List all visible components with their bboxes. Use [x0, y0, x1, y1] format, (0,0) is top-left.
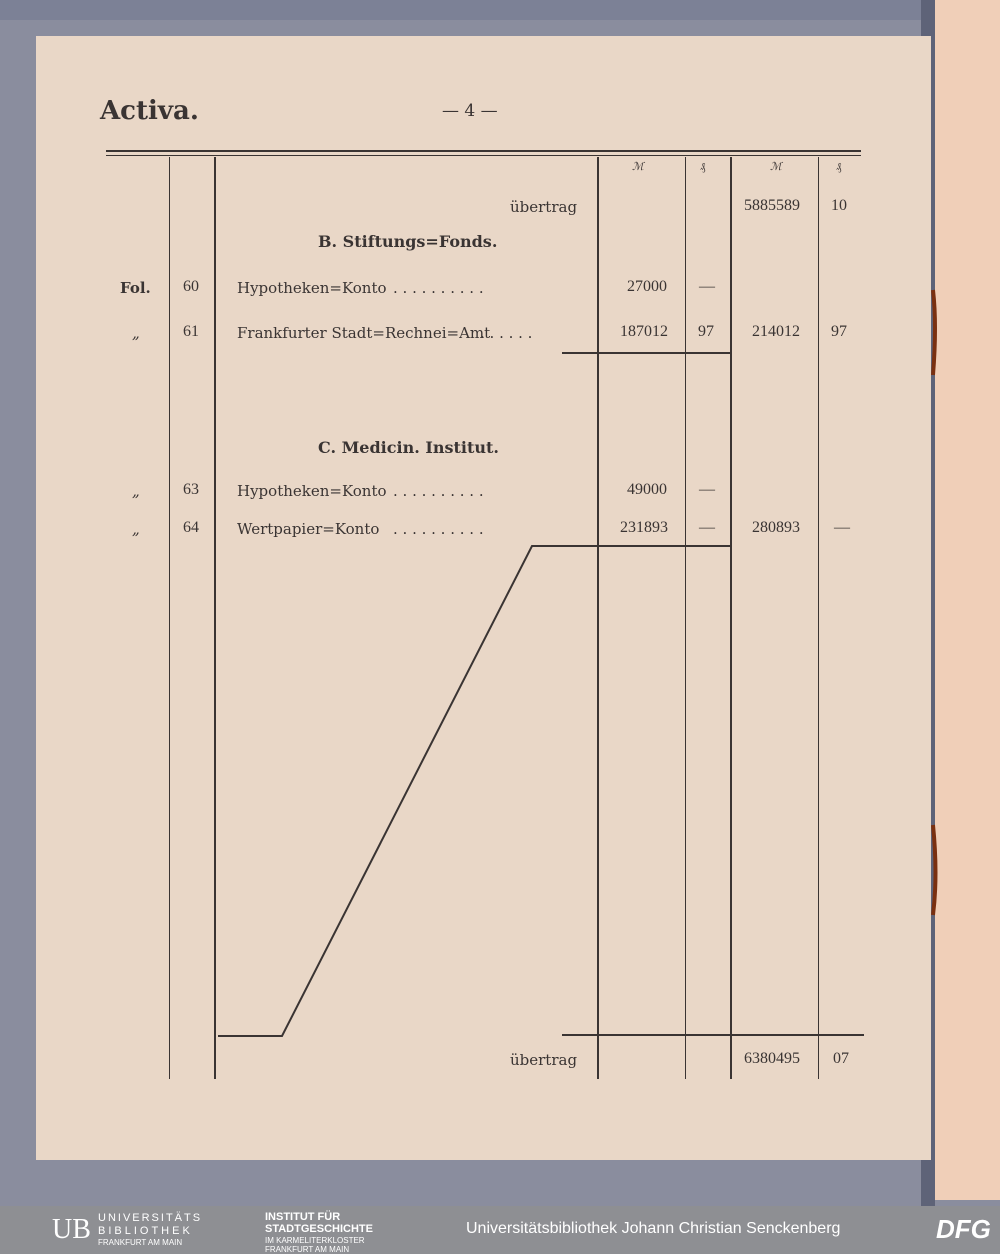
row-label: Hypotheken=Konto	[237, 482, 387, 500]
row-pf: 97	[698, 323, 714, 340]
carry-forward-label: übertrag	[510, 1051, 578, 1069]
section-heading-c: C. Medicin. Institut.	[318, 438, 499, 457]
row-mark: 49000	[627, 481, 667, 498]
row-total-mark: 214012	[752, 323, 800, 340]
page-number: — 4 —	[442, 101, 498, 121]
row-fol-label: Fol.	[120, 279, 151, 297]
row-mark: 231893	[620, 519, 668, 536]
row-number: 61	[183, 323, 199, 340]
carry-forward-mark: 5885589	[744, 197, 800, 214]
row-total-pf: —	[834, 519, 850, 536]
row-label: Wertpapier=Konto	[237, 520, 380, 538]
col-header-pf-total: ₰	[836, 160, 842, 173]
row-dots: . . . . . . . . . .	[393, 279, 484, 297]
col-header-mark-total: ℳ	[770, 160, 782, 173]
row-mark: 187012	[620, 323, 668, 340]
page-title: Activa.	[100, 96, 199, 126]
row-dots: . . . . . .	[480, 324, 533, 342]
ub-line-1: UNIVERSITÄTS	[98, 1212, 203, 1224]
isg-line-4: FRANKFURT AM MAIN	[265, 1245, 350, 1254]
row-number: 64	[183, 519, 199, 536]
row-dots: . . . . . . . . . .	[393, 482, 484, 500]
row-label: Hypotheken=Konto	[237, 279, 387, 297]
row-fol-label: „	[132, 520, 140, 538]
footer-bar	[0, 1206, 1000, 1254]
isg-line-2: STADTGESCHICHTE	[265, 1223, 373, 1235]
row-pf: —	[699, 481, 715, 498]
carry-forward-pf: 10	[831, 197, 847, 214]
row-number: 60	[183, 278, 199, 295]
row-label: Frankfurter Stadt=Rechnei=Amt	[237, 324, 491, 342]
ub-line-3: FRANKFURT AM MAIN	[98, 1238, 183, 1247]
row-total-mark: 280893	[752, 519, 800, 536]
row-dots: . . . . . . . . . .	[393, 520, 484, 538]
carry-forward-mark: 6380495	[744, 1050, 800, 1067]
row-number: 63	[183, 481, 199, 498]
ub-line-2: BIBLIOTHEK	[98, 1225, 193, 1237]
row-total-pf: 97	[831, 323, 847, 340]
row-fol-label: „	[132, 482, 140, 500]
carry-forward-pf: 07	[833, 1050, 849, 1067]
col-header-pf: ₰	[700, 160, 706, 173]
col-header-mark: ℳ	[632, 160, 644, 173]
dfg-logo: DFG	[936, 1214, 991, 1244]
row-fol-label: „	[132, 324, 140, 342]
carry-forward-label: übertrag	[510, 198, 578, 216]
row-mark: 27000	[627, 278, 667, 295]
isg-line-3: IM KARMELITERKLOSTER	[265, 1236, 365, 1245]
isg-line-1: INSTITUT FÜR	[265, 1211, 341, 1223]
row-pf: —	[699, 278, 715, 295]
ub-logo: UB	[52, 1214, 91, 1245]
library-name: Universitätsbibliothek Johann Christian Senckenberg	[466, 1220, 841, 1237]
section-heading-b: B. Stiftungs=Fonds.	[318, 232, 498, 251]
row-pf: —	[699, 519, 715, 536]
